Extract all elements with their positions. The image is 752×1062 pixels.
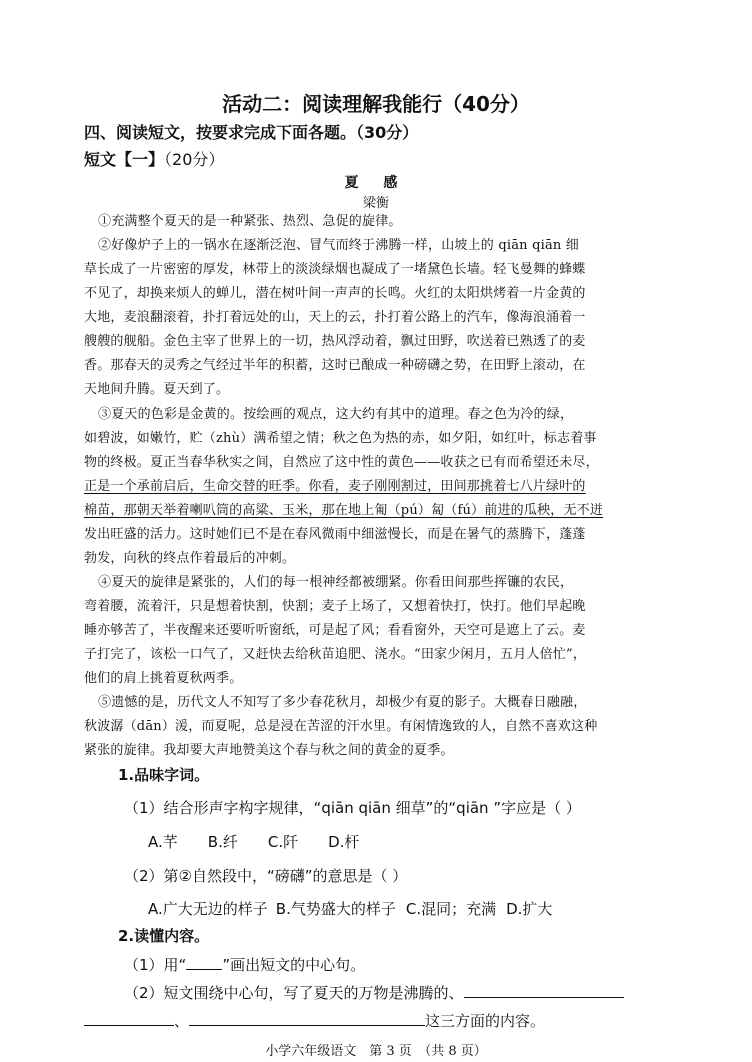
passage-line: ④夏天的旋律是紧张的，人们的每一根神经都被绷紧。你看田间那些挥镰的农民，: [98, 575, 574, 590]
question-1-2-options: [148, 898, 552, 919]
passage-line: 睡亦够苦了，半夜醒来还要听听窗纸，可是起了风；看看窗外，天空可是遮上了云。麦: [84, 623, 586, 638]
passage-line-underlined: 正是一个承前启后，生命交替的旺季。你看，麦子刚刚割过，田间那挑着七八片绿叶的: [84, 479, 586, 494]
page-footer: 小学六年级语文 第 3 页 （共 8 页）: [265, 1044, 487, 1059]
option-c[interactable]: C.混同；充满: [405, 900, 497, 918]
question-2-1: （1）用“ ”画出短文的中心句。: [124, 956, 366, 974]
option-a[interactable]: A.广大无边的样子: [148, 900, 268, 918]
option-b[interactable]: B.纤: [207, 833, 238, 851]
option-c[interactable]: C.阡: [267, 833, 299, 851]
answer-blank[interactable]: [464, 982, 624, 998]
passage-line: 草长成了一片密密的厚发，林带上的淡淡绿烟也凝成了一堵黛色长墙。轻飞曼舞的蜂蝶: [84, 262, 586, 277]
passage-heading: [84, 147, 224, 170]
option-d[interactable]: D.杆: [328, 833, 360, 851]
passage-line: 不见了，却换来烦人的蝉儿，潜在树叶间一声声的长鸣。火红的太阳烘烤着一片金黄的: [84, 286, 586, 301]
passage-line: ①充满整个夏天的是一种紧张、热烈、急促的旋律。: [98, 214, 402, 229]
passage-label: 短文【一】: [84, 150, 165, 169]
passage-line: ⑤遗憾的是，历代文人不知写了多少春花秋月，却极少有夏的影子。大概春日融融，: [98, 695, 587, 710]
question-1-2: （2）第②自然段中，“磅礴”的意思是（ ）: [124, 867, 408, 885]
passage-line: 勃发，向秋的终点作着最后的冲刺。: [84, 551, 296, 566]
passage-line: 弯着腰，流着汗，只是想着快割，快割；麦子上场了，又想着快打，快打。他们早起晚: [84, 599, 586, 614]
section-title: 四、阅读短文，按要求完成下面各题。（30分）: [84, 123, 419, 142]
passage-author: 梁衡: [362, 196, 389, 211]
passage-line: 如碧波，如嫩竹，贮（zhù）满希望之情；秋之色为热的赤，如夕阳，如红叶，标志着事: [84, 431, 597, 446]
passage-score: （20分）: [164, 150, 225, 169]
option-b[interactable]: B.气势盛大的样子: [275, 900, 396, 918]
passage-line: 紧张的旋律。我却要大声地赞美这个春与秋之间的黄金的夏季。: [84, 743, 454, 758]
question-2-heading: 2.读懂内容。: [118, 927, 210, 945]
passage-title: 夏 感: [344, 175, 408, 191]
passage-line: 香。那春天的灵秀之气经过半年的积蓄，这时已酿成一种磅礴之势，在田野上滚动，在: [84, 358, 586, 373]
activity-title: 活动二：阅读理解我能行（40分）: [222, 92, 530, 116]
passage-line: 发出旺盛的活力。这时她们已不是在春风微雨中细滋慢长，而是在暑气的蒸腾下，蓬蓬: [84, 527, 586, 542]
passage-line: 大地，麦浪翻滚着，扑打着远处的山，天上的云，扑打着公路上的汽车，像海浪涌着一: [84, 310, 586, 325]
option-a[interactable]: A.芊: [148, 833, 178, 851]
question-2-2-cont: 、 这三方面的内容。: [84, 1010, 545, 1031]
answer-blank[interactable]: [84, 1010, 174, 1026]
question-1-1: （1）结合形声字构字规律，“qiān qiān 细草”的“qiān ”字应是（ ）: [124, 799, 581, 817]
passage-line: ③夏天的色彩是金黄的。按绘画的观点，这大约有其中的道理。春之色为冷的绿，: [98, 407, 574, 422]
passage-line: 他们的肩上挑着夏秋两季。: [84, 671, 243, 686]
passage-line: 秋波潺（dān）湲，而夏呢，总是浸在苦涩的汗水里。有闲情逸致的人，自然不喜欢这种: [84, 719, 598, 734]
passage-line: 艘艘的舰船。金色主宰了世界上的一切，热风浮动着，飘过田野，吹送着已熟透了的麦: [84, 334, 586, 349]
option-d[interactable]: D.扩大: [506, 900, 553, 918]
passage-line: 物的终极。夏正当春华秋实之间，自然应了这中性的黄色——收获之已有而希望还未尽，: [84, 455, 599, 470]
passage-line: ②好像炉子上的一锅水在逐渐泛泡、冒气而终于沸腾一样，山坡上的 qiān qiān 细: [98, 238, 580, 253]
question-1-1-options: [148, 831, 359, 852]
answer-blank[interactable]: [186, 954, 222, 970]
passage-line-underlined: 棉苗，那朝天举着喇叭筒的高粱、玉米，那在地上匍（pú）匐（fú）前进的瓜秧，无不迸: [84, 503, 604, 518]
question-1-heading: 1.品味字词。: [118, 766, 210, 784]
question-2-2: （2）短文围绕中心句，写了夏天的万物是沸腾的、: [124, 982, 624, 1003]
answer-blank[interactable]: [189, 1010, 425, 1026]
passage-line: 子打完了，该松一口气了，又赶快去给秋苗追肥、浇水。“田家少闲月，五月人倍忙”，: [84, 647, 587, 662]
passage-line: 天地间升腾。夏天到了。: [84, 382, 230, 397]
